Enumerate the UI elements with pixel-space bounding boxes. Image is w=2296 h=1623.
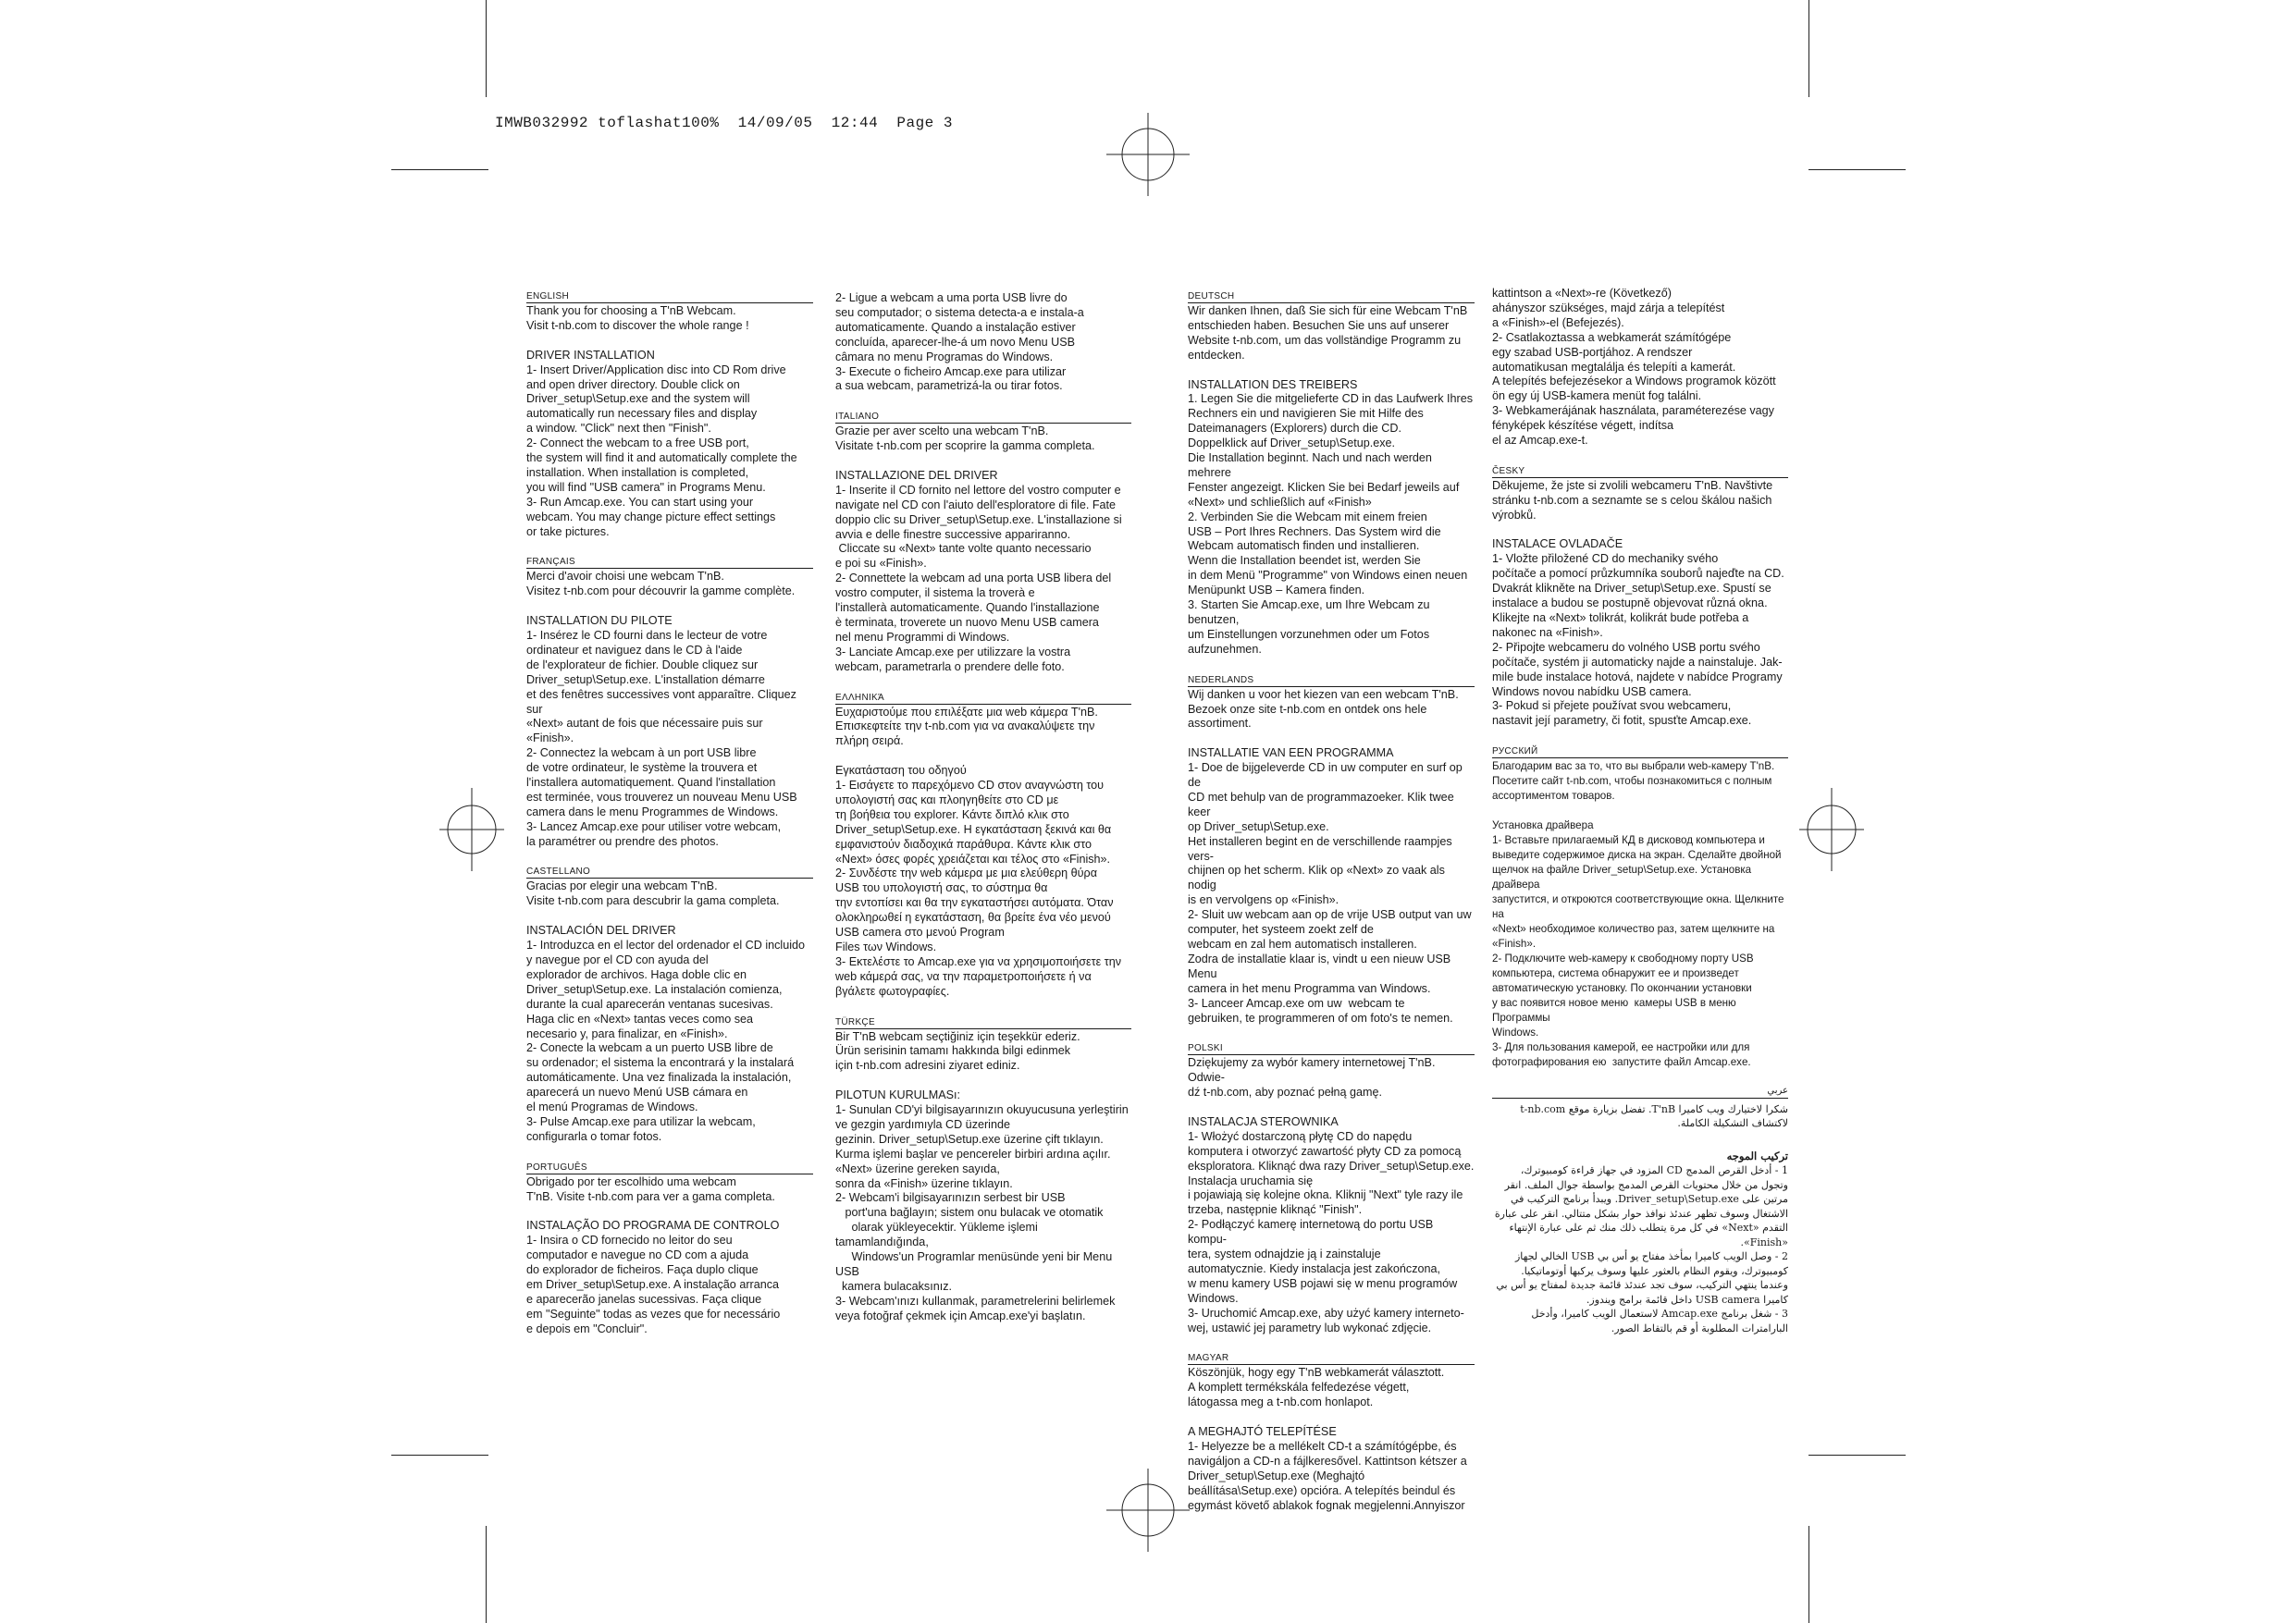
- section-title: DEUTSCH: [1188, 289, 1475, 303]
- language-section: [526, 864, 813, 1144]
- paragraph: Благодарим вас за то, что вы выбрали web-камеру T'nB. Посетите сайт t-nb.com, чтобы познакомиться с полным ассортиментом товаров.: [1492, 760, 1775, 803]
- section-title: TÜRKÇE: [835, 1014, 1131, 1029]
- section-title: ČESKY: [1492, 463, 1788, 478]
- section-title: CASTELLANO: [526, 864, 813, 879]
- paragraph: A MEGHAJTÓ TELEPÍTÉSE 1- Helyezze be a mellékelt CD-t a számítógépbe, és navigáljon a CD-n a fájlkeresővel. Kattintson kétszer a Driver_setup\Setup.exe (Meghajtó beállítása\Setup.exe) opcióra. A telepítés beindul és egymást követő ablakok fognak megjelenni.Annyiszor: [1188, 1425, 1467, 1512]
- paragraph: Thank you for choosing a T'nB Webcam. Visit t-nb.com to discover the whole range !: [526, 304, 749, 332]
- paragraph: INSTALACIÓN DEL DRIVER 1- Introduzca en el lector del ordenador el CD incluido y navegue por el CD con ayuda del explorador de archivos. Haga doble clic en Driver_setup\Setup.exe. La instalación comienza, durante la cual aparecerán ventanas sucesivas. Haga clic en «Next» tantas veces como sea necesario y, para finalizar, en «Finish». 2- Conecte la webcam a un puerto USB libre de su ordenador; el sistema la encontrará y la instalará automáticamente. Una vez finalizada la instalación, aparecerá un nuevo Menú USB cámara en el menú Programas de Windows. 3- Pulse Amcap.exe para utilizar la webcam, configurarla o tomar fotos.: [526, 924, 806, 1143]
- language-section: [1188, 1040, 1475, 1335]
- language-section: [526, 1160, 813, 1337]
- crop-mark: [486, 1526, 487, 1623]
- paragraph: INSTALACJA STEROWNIKA 1- Włożyć dostarczoną płytę CD do napędu komputera i otworzyć zawartość płyty CD za pomocą eksploratora. Kliknąć dwa razy Driver_setup\Setup.exe. Instalacja uruchamia się i pojawiają się kolejne okna. Kliknij "Next" tyle razy ile trzeba, następnie kliknąć "Finish". 2- Podłączyć kamerę internetową do portu USB kompu- tera, system odnajdzie ją i zainstaluje automatycznie. Kiedy instalacja jest zakończona, w menu kamery USB pojawi się w menu programów Windows. 3- Uruchomić Amcap.exe, aby użyć kamery interneto- wej, ustawić jej parametry lub wykonać zdjęcie.: [1188, 1114, 1475, 1334]
- column-1: [526, 289, 813, 1352]
- paragraph: Εγκατάσταση του οδηγού 1- Εισάγετε το παρεχόμενο CD στον αναγνώστη του υπολογιστή σας και πλοηγηθείτε στο CD με τη βοήθεια του explorer. Κάντε διπλό κλικ στο Driver_setup\Setup.exe. Η εγκατάσταση ξεκινά και θα εμφανιστούν διαδοχικά παράθυρα. Κάντε κλικ στο «Next» όσες φορές χρειάζεται και τέλος στο «Finish». 2- Συνδέστε την web κάμερα με μια ελεύθερη θύρα USB του υπολογιστή σας, το σύστημα θα την εντοπίσει και θα την εγκαταστήσει αυτόματα. Όταν ολοκληρωθεί η εγκατάσταση, θα βρείτε ένα νέο μενού USB camera στο μενού Program Files των Windows. 3- Εκτελέστε το Amcap.exe για να χρησιμοποιήσετε την web κάμερά σας, να την παραμετροποιήσετε ή να βγάλετε φωτογραφίες.: [835, 764, 1122, 998]
- section-title: NEDERLANDS: [1188, 672, 1475, 687]
- language-section: [1188, 672, 1475, 1027]
- paragraph: INSTALLATION DES TREIBERS 1. Legen Sie die mitgelieferte CD in das Laufwerk Ihres Rechners ein und navigieren Sie mit Hilfe des Dateimanagers (Explorers) durch die CD. Doppelklick auf Driver_setup\Setup.exe. Die Installation beginnt. Nach und nach werden mehrere Fenster angezeigt. Klicken Sie bei Bedarf jeweils auf «Next» und schließlich auf «Finish» 2. Verbinden Sie die Webcam mit einem freien USB – Port Ihres Rechners. Das System wird die Webcam automatisch finden und installieren. Wenn die Installation beendet ist, werden Sie in dem Menü "Programme" von Windows einen neuen Menüpunkt USB – Kamera finden. 3. Starten Sie Amcap.exe, um Ihre Webcam zu benutzen, um Einstellungen vorzunehmen oder um Fotos aufzunehmen.: [1188, 377, 1474, 656]
- paragraph: INSTALLATIE VAN EEN PROGRAMMA 1- Doe de bijgeleverde CD in uw computer en surf op de CD met behulp van de programmazoeker. Klik twee keer op Driver_setup\Setup.exe. Het installeren begint en de verschillende raampjes vers- chijnen op het scherm. Klik op «Next» zo vaak als nodig is en vervolgens op «Finish». 2- Sluit uw webcam aan op de vrije USB output van uw computer, het systeem zoekt zelf de webcam en zal hem automatisch installeren. Zodra de installatie klaar is, vindt u een nieuw USB Menu camera in het menu Programma van Windows. 3- Lanceer Amcap.exe om uw webcam te gebruiken, te programmeren of om foto's te nemen.: [1188, 746, 1472, 1025]
- paragraph: Merci d'avoir choisi une webcam T'nB. Visitez t-nb.com pour découvrir la gamme complète.: [526, 570, 796, 598]
- language-section: [1492, 744, 1788, 1070]
- arabic-heading: تركيب الموجه: [1726, 1149, 1788, 1162]
- section-title: MAGYAR: [1188, 1350, 1475, 1365]
- registration-mark-right: [1799, 788, 1864, 871]
- paragraph: INSTALLATION DU PILOTE 1- Insérez le CD fourni dans le lecteur de votre ordinateur et naviguez dans le CD à l'aide de l'explorateur de fichier. Double cliquez sur Driver_setup\Setup.exe. L'installation démarre et des fenêtres successives vont apparaître. Cliquez sur «Next» autant de fois que nécessaire puis sur «Finish». 2- Connectez la webcam à un port USB libre de votre ordinateur, le système la trouvera et l'installera automatiquement. Quand l'installation est terminée, vous trouverez un nouveau Menu USB camera dans le menu Programmes de Windows. 3- Lancez Amcap.exe pour utiliser votre webcam, la paramétrer ou prendre des photos.: [526, 614, 797, 848]
- section-title: FRANÇAIS: [526, 554, 813, 569]
- crop-mark: [1808, 1455, 1906, 1456]
- paragraph: Wij danken u voor het kiezen van een webcam T'nB. Bezoek onze site t-nb.com en ontdek ons hele assortiment.: [1188, 687, 1459, 731]
- paragraph: Wir danken Ihnen, daß Sie sich für eine Webcam T'nB entschieden haben. Besuchen Sie uns auf unserer Website t-nb.com, um das vollständige Programm zu entdecken.: [1188, 304, 1468, 362]
- arabic-instructions: 1 - أدخل القرص المدمج CD المزود في جهاز قراءة كومبيوترك، وتجول من خلال محتويات القرص المدمج بواسطة جوال الملف. انقر مرتين على Driver_setup\Setup.exe. ويبدأ برنامج التركيب في الاشتغال وسوف تظهر عندئذ نوافذ حوار بشكل متتالي. انقر على عبارة التقدم «Next» في كل مرة يتطلب ذلك منك ثم على عبارة الإنتهاء «Finish». 2 - وصل الويب كاميرا بمأخذ مفتاح يو أس بي USB الخالي لجهاز كومبيوترك، ويقوم النظام بالعثور عليها وسوف يركبها أوتوماتيكيا. وعندما ينتهي التركيب، سوف تجد عندئذ قائمة جديدة لمفتاح يو أس بي كاميرا USB camera داخل قائمة برامج ويندوز. 3 - شغل برنامج Amcap.exe لاستعمال الويب كاميرا، وأدخل البارامترات المطلوبة أو قم بالتقاط الصور.: [1494, 1164, 1788, 1334]
- paragraph: Установка драйвера 1- Вставьте прилагаемый КД в дисковод компьютера и выведите содержимое диска на экран. Сделайте двойной щелчок на файле Driver_setup\Setup.exe. Установка драйвера запустится, и откроются соответствующие окна. Щелкните на «Next» необходимое количество раз, затем щелкните на «Finish». 2- Подключите web-камеру к свободному порту USB компьютера, система обнаружит ее и произведет автоматическую установку. По окончании установки у вас появится новое меню камеры USB в меню Программы Windows. 3- Для пользования камерой, ее настройки или для фотографирования ею запустите файл Amcap.exe.: [1492, 819, 1784, 1069]
- section-title: ITALIANO: [835, 409, 1131, 424]
- section-title: ENGLISH: [526, 289, 813, 303]
- paragraph: Ευχαριστούμε που επιλέξατε μια web κάμερα T'nB. Επισκεφτείτε την t-nb.com για να ανακαλύψετε την πλήρη σειρά.: [835, 705, 1098, 748]
- paragraph: INSTALAÇÃO DO PROGRAMA DE CONTROLO 1- Insira o CD fornecido no leitor do seu computador e navegue no CD com a ajuda do explorador de ficheiros. Faça duplo clique em Driver_setup\Setup.exe. A instalação arranca e aparecerão janelas sucessivas. Faça clique em "Seguinte" todas as vezes que for necessário e depois em "Concluir".: [526, 1219, 781, 1335]
- arabic-intro: شكرا لاختيارك ويب كاميرا T'nB. تفضل بزيارة موقع t-nb.com لاكتشاف التشكيلة الكاملة.: [1520, 1102, 1788, 1130]
- paragraph: Obrigado por ter escolhido uma webcam T'nB. Visite t-nb.com para ver a gama completa.: [526, 1174, 775, 1203]
- language-section: [526, 554, 813, 849]
- language-section: [526, 289, 813, 539]
- paragraph: kattintson a «Next»-re (Következő) ahányszor szükséges, majd zárja a telepítést a «Finish»-el (Befejezés). 2- Csatlakoztassa a webkamerát számítógépe egy szabad USB-portjához. A rendszer automatikusan megtalálja és telepíti a kamerát. A telepítés befejezésekor a Windows programok között ön egy új USB-kamera menüt fog találni. 3- Webkamerájának használata, paraméterezése vagy fényképek készítése végett, indítsa el az Amcap.exe-t.: [1492, 287, 1776, 448]
- paragraph: Děkujeme, že jste si zvolili webcameru T'nB. Navštivte stránku t-nb.com a seznamte se s celou škálou našich výrobků.: [1492, 478, 1773, 522]
- paragraph: Bir T'nB webcam seçtiğiniz için teşekkür ederiz. Ürün serisinin tamamı hakkında bilgi edinmek için t-nb.com adresini ziyaret ediniz.: [835, 1029, 1080, 1073]
- crop-mark: [1808, 1526, 1809, 1623]
- language-section: [1492, 463, 1788, 729]
- paragraph: PILOTUN KURULMASı: 1- Sunulan CD'yi bilgisayarınızın okuyucusuna yerleştirin ve gezgin yardımıyla CD üzerinde gezinin. Driver_setup\Setup.exe üzerine çift tıklayın. Kurma işlemi başlar ve pencereler birbiri ardına açılır. «Next» üzerine gereken sayıda, sonra da «Finish» üzerine tıklayın. 2- Webcam'i bilgisayarınızın serbest bir USB port'una bağlayın; sistem onu bulacak ve otomatik olarak yükleyecektir. Yükleme işlemi tamamlandığında, Windows'un Programlar menüsünde yeni bir Menu USB kamera bulacaksınız. 3- Webcam'ınızı kullanmak, parametrelerini belirlemek veya fotoğraf çekmek için Amcap.exe'yi başlatın.: [835, 1088, 1129, 1322]
- column-4: [1492, 287, 1788, 1335]
- section-title: POLSKI: [1188, 1040, 1475, 1055]
- language-section: [835, 1014, 1131, 1324]
- paragraph: INSTALACE OVLADAČE 1- Vložte přiložené CD do mechaniky svého počítače a pomocí průzkumníka souborů najeďte na CD. Dvakrát klikněte na Driver_setup\Setup.exe. Spustí se instalace a budou se postupně objevovat různá okna. Klikejte na «Next» tolikrát, kolikrát bude potřeba a nakonec na «Finish». 2- Připojte webcameru do volného USB portu svého počítače, systém ji automaticky najde a nainstaluje. Jak- mile bude instalace hotová, najdete v nabídce Programy Windows novou nabídku USB camera. 3- Pokud si přejete používat svou webcameru, nastavit její parametry, či fotit, spusťte Amcap.exe.: [1492, 537, 1784, 728]
- crop-mark: [1808, 0, 1809, 97]
- language-section: [835, 291, 1131, 394]
- language-section: [1492, 287, 1788, 449]
- column-2: [835, 291, 1131, 1339]
- registration-mark-left: [439, 788, 504, 871]
- language-section: [835, 409, 1131, 674]
- crop-mark: [1808, 169, 1906, 170]
- paragraph: Grazie per aver scelto una webcam T'nB. Visitate t-nb.com per scoprire la gamma completa.: [835, 424, 1095, 453]
- print-slug: IMWB032992 toflashat100% 14/09/05 12:44 Page 3: [495, 115, 953, 131]
- crop-mark: [391, 1455, 488, 1456]
- language-section: [1188, 1350, 1475, 1513]
- crop-mark: [391, 169, 488, 170]
- arabic-section: [1492, 1085, 1788, 1336]
- paragraph: Köszönjük, hogy egy T'nB webkamerát választott. A komplett termékskála felfedezése végett, látogassa meg a t-nb.com honlapot.: [1188, 1366, 1445, 1409]
- arabic-section-title: عربي: [1492, 1085, 1788, 1099]
- paragraph: Gracias por elegir una webcam T'nB. Visite t-nb.com para descubrir la gama completa.: [526, 879, 780, 908]
- registration-mark-bottom: [1106, 1469, 1190, 1552]
- section-title: РУССКИЙ: [1492, 744, 1788, 758]
- section-title: PORTUGUÊS: [526, 1160, 813, 1174]
- language-section: [835, 690, 1131, 1000]
- paragraph: Dziękujemy za wybór kamery internetowej T'nB. Odwie- dź t-nb.com, aby poznać pełną gamę.: [1188, 1056, 1436, 1100]
- column-3: [1188, 289, 1475, 1528]
- language-section: [1188, 289, 1475, 658]
- paragraph: 2- Ligue a webcam a uma porta USB livre do seu computador; o sistema detecta-a e instala-a automaticamente. Quando a instalação estiver concluída, aparecer-lhe-á um novo Menu USB câmara no menu Programas do Windows. 3- Execute o ficheiro Amcap.exe para utilizar a sua webcam, parametrizá-la ou tirar fotos.: [835, 291, 1084, 393]
- section-title: ΕΛΛΗΝΙΚΆ: [835, 690, 1131, 705]
- paragraph: DRIVER INSTALLATION 1- Insert Driver/Application disc into CD Rom drive and open driver directory. Double click on Driver_setup\Setup.exe and the system will automatically run necessary files and display a window. "Click" next then "Finish". 2- Connect the webcam to a free USB port, the system will find it and automatically complete the installation. When installation is completed, you will find "USB camera" in Programs Menu. 3- Run Amcap.exe. You can start using your webcam. You may change picture effect settings or take pictures.: [526, 348, 797, 538]
- paragraph: INSTALLAZIONE DEL DRIVER 1- Inserite il CD fornito nel lettore del vostro computer e navigate nel CD con l'aiuto dell'esploratore di file. Fate doppio clic su Driver_setup\Setup.exe. L'installazione si avvia e delle finestre successive appariranno. Cliccate su «Next» tante volte quanto necessario e poi su «Finish». 2- Connettete la webcam ad una porta USB libera del vostro computer, il sistema la troverà e l'installerà automaticamente. Quando l'installazione è terminata, troverete un nuovo Menu USB camera nel menu Programmi di Windows. 3- Lanciate Amcap.exe per utilizzare la vostra webcam, parametrarla o prendere delle foto.: [835, 468, 1122, 673]
- crop-mark: [486, 0, 487, 97]
- registration-mark-top: [1106, 113, 1190, 196]
